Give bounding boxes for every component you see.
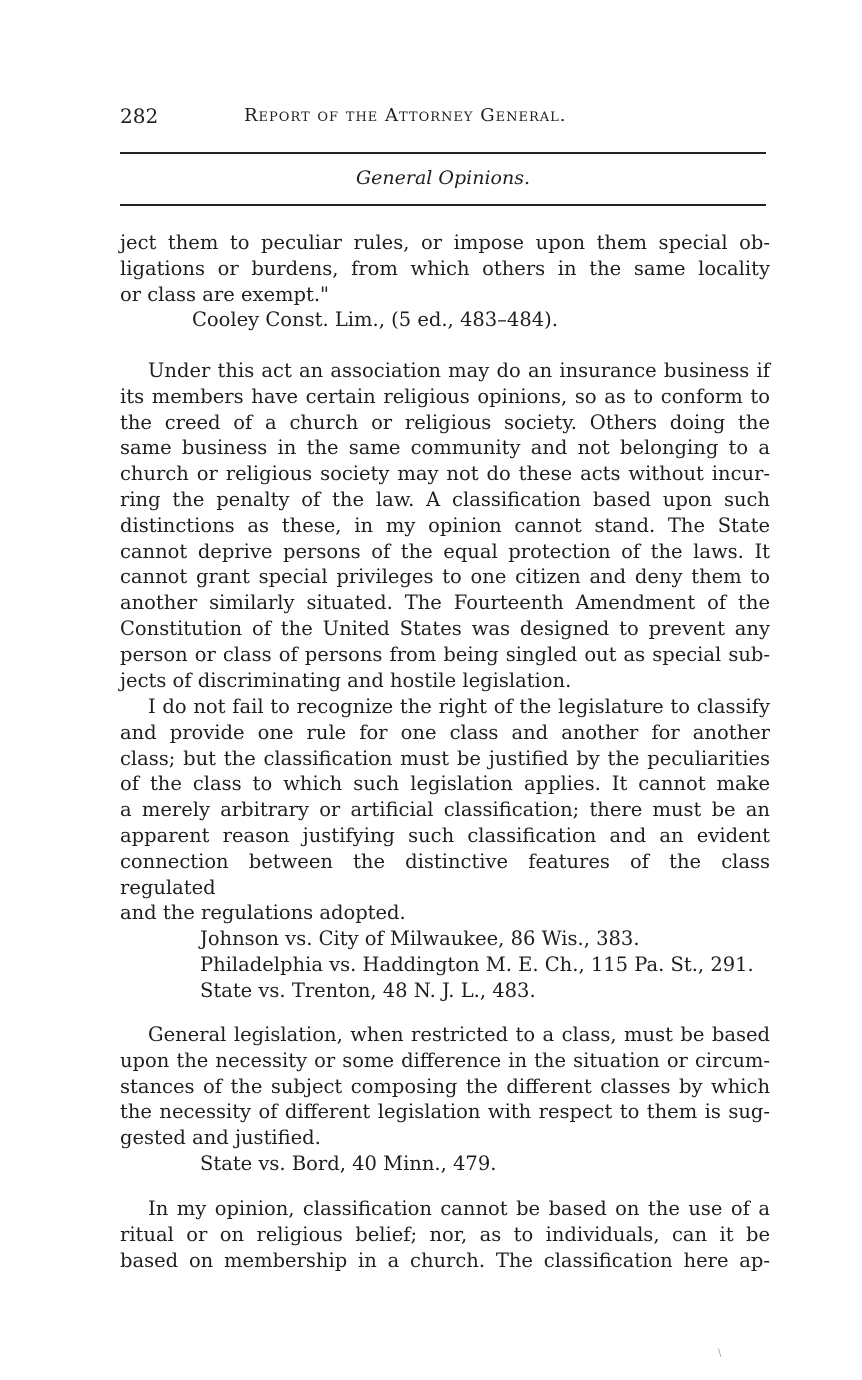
paragraph-line: and provide one rule for one class and another for another: [120, 720, 770, 744]
paragraph-line: I do not fail to recognize the right of the legislature to classify: [148, 695, 770, 718]
quote-line: ligations or burdens, from which others in the same locality: [120, 256, 770, 280]
citation: Philadelphia vs. Haddington M. E. Ch., 115 Pa. St., 291.: [200, 952, 754, 976]
paragraph-4: [120, 1196, 770, 1273]
citation: State vs. Bord, 40 Minn., 479.: [200, 1151, 497, 1175]
paragraph-3: [120, 1022, 770, 1177]
section-heading: General Opinions.: [355, 167, 531, 189]
paragraph-line: its members have certain religious opinions, so as to conform to: [120, 384, 770, 408]
paragraph-line: the creed of a church or religious society. Others doing the: [120, 410, 770, 434]
paragraph-2: [120, 694, 770, 1004]
header-rule-top: [120, 152, 766, 154]
paragraph-1: [120, 358, 770, 693]
page-number: 282: [120, 104, 159, 128]
paragraph-line: cannot deprive persons of the equal protection of the laws. It: [120, 539, 770, 563]
paragraph-line: the necessity of different legislation with respect to them is sug-: [120, 1100, 770, 1124]
citation: Johnson vs. City of Milwaukee, 86 Wis., 383.: [200, 927, 640, 951]
header-rule-bottom: [120, 204, 766, 206]
paragraph-line: of the class to which such legislation applies. It cannot make: [120, 772, 770, 796]
paragraph-line: In my opinion, classification cannot be based on the use of a: [148, 1197, 770, 1220]
quote-block: [120, 230, 770, 333]
paragraph-line: gested and justified.: [120, 1126, 321, 1150]
citation: State vs. Trenton, 48 N. J. L., 483.: [200, 978, 536, 1002]
paragraph-line: upon the necessity or some difference in the situation or circum-: [120, 1048, 770, 1072]
paragraph-line: Constitution of the United States was designed to prevent any: [120, 616, 770, 640]
paragraph-line: ring the penalty of the law. A classification based upon such: [120, 487, 770, 511]
paragraph-line: and the regulations adopted.: [120, 901, 406, 925]
paragraph-line: jects of discriminating and hostile legislation.: [120, 668, 572, 692]
quote-line: or class are exempt.": [120, 282, 329, 306]
paragraph-line: ritual or on religious belief; nor, as to individuals, can it be: [120, 1222, 770, 1246]
paragraph-line: apparent reason justifying such classification and an evident: [120, 823, 770, 847]
paragraph-line: Under this act an association may do an insurance business if: [148, 359, 770, 382]
scan-mark: \: [718, 1348, 722, 1359]
paragraph-line: church or religious society may not do these acts without incur-: [120, 462, 770, 486]
paragraph-line: class; but the classification must be justified by the peculiarities: [120, 746, 770, 770]
paragraph-line: another similarly situated. The Fourteenth Amendment of the: [120, 591, 770, 615]
paragraph-line: based on membership in a church. The classification here ap-: [120, 1248, 770, 1272]
paragraph-line: distinctions as these, in my opinion cannot stand. The State: [120, 513, 770, 537]
quote-citation: Cooley Const. Lim., (5 ed., 483–484).: [192, 308, 558, 332]
paragraph-line: General legislation, when restricted to a class, must be based: [148, 1023, 770, 1046]
running-title: Report of the Attorney General.: [244, 105, 567, 126]
paragraph-line: person or class of persons from being singled out as special sub-: [120, 642, 770, 666]
paragraph-line: a merely arbitrary or artificial classification; there must be an: [120, 798, 770, 822]
page-header: [120, 102, 766, 132]
paragraph-line: same business in the same community and not belonging to a: [120, 436, 770, 460]
paragraph-line: stances of the subject composing the different classes by which: [120, 1074, 770, 1098]
paragraph-line: connection between the distinctive features of the class regulated: [120, 849, 770, 899]
paragraph-line: cannot grant special privileges to one citizen and deny them to: [120, 565, 770, 589]
quote-line: ject them to peculiar rules, or impose upon them special ob-: [120, 231, 770, 254]
